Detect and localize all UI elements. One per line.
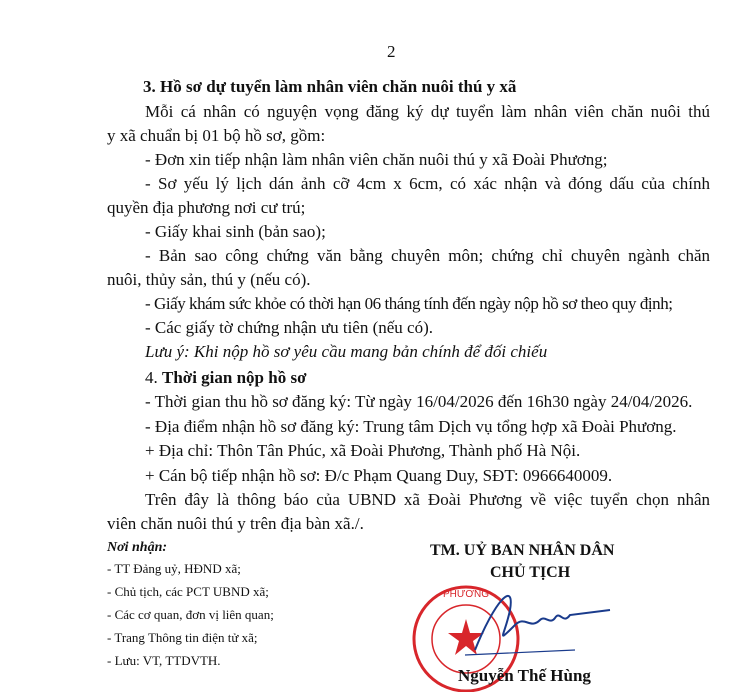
list-item: + Cán bộ tiếp nhận hồ sơ: Đ/c Phạm Quang Duy, SĐT: 0966640009.	[145, 466, 613, 485]
list-item: - Các giấy tờ chứng nhận ưu tiên (nếu có).	[145, 318, 433, 337]
list-item: - Địa điểm nhận hồ sơ đăng ký: Trung tâm Dịch vụ tổng hợp xã Đoài Phương.	[145, 417, 677, 436]
section4-title: Thời gian nộp hồ sơ	[162, 368, 307, 387]
signature-org: TM. UỶ BAN NHÂN DÂN	[430, 542, 615, 559]
closing-line: viên chăn nuôi thú y trên địa bàn xã./.	[107, 514, 364, 533]
list-item: - Sơ yếu lý lịch dán ảnh cỡ 4cm x 6cm, có xác nhận và đóng dấu của chính	[145, 174, 710, 193]
list-item: - Bản sao công chứng văn bằng chuyên môn; chứng chỉ chuyên ngành chăn	[145, 246, 710, 265]
list-item: - Giấy khám sức khỏe có thời hạn 06 tháng tính đến ngày nộp hồ sơ theo quy định;	[145, 294, 673, 313]
list-item: - Giấy khai sinh (bản sao);	[145, 222, 326, 241]
list-item: nuôi, thủy sản, thú y (nếu có).	[107, 270, 311, 289]
closing-line: Trên đây là thông báo của UBND xã Đoài Phương về việc tuyển chọn nhân	[145, 490, 710, 509]
recipients-label: Nơi nhận:	[107, 540, 168, 555]
recipient-item: - TT Đảng uỷ, HĐND xã;	[107, 561, 241, 576]
list-item: + Địa chỉ: Thôn Tân Phúc, xã Đoài Phương, Thành phố Hà Nội.	[145, 441, 581, 460]
signer-name: Nguyễn Thế Hùng	[458, 666, 591, 685]
svg-text:PHƯƠNG: PHƯƠNG	[442, 589, 490, 600]
recipient-item: - Các cơ quan, đơn vị liên quan;	[107, 607, 274, 622]
section3-heading: 3. Hồ sơ dự tuyển làm nhân viên chăn nuôi thú y xã	[143, 77, 517, 96]
page-number: 2	[387, 42, 396, 61]
intro-line: y xã chuẩn bị 01 bộ hồ sơ, gồm:	[107, 126, 326, 145]
recipient-item: - Lưu: VT, TTDVTH.	[107, 653, 221, 668]
signature-title: CHỦ TỊCH	[490, 564, 571, 581]
recipient-item: - Chủ tịch, các PCT UBND xã;	[107, 584, 269, 599]
recipient-item: - Trang Thông tin điện tử xã;	[107, 630, 258, 645]
list-item: - Đơn xin tiếp nhận làm nhân viên chăn nuôi thú y xã Đoài Phương;	[145, 150, 608, 169]
handwritten-signature	[455, 580, 615, 660]
list-item: - Thời gian thu hồ sơ đăng ký: Từ ngày 16/04/2026 đến 16h30 ngày 24/04/2026.	[145, 392, 693, 411]
intro-line: Mỗi cá nhân có nguyện vọng đăng ký dự tuyển làm nhân viên chăn nuôi thú	[145, 102, 710, 121]
section4-heading	[145, 368, 307, 388]
note: Lưu ý: Khi nộp hồ sơ yêu cầu mang bản chính để đối chiếu	[145, 342, 548, 361]
list-item: quyền địa phương nơi cư trú;	[107, 198, 306, 217]
section4-number: 4.	[145, 368, 158, 387]
